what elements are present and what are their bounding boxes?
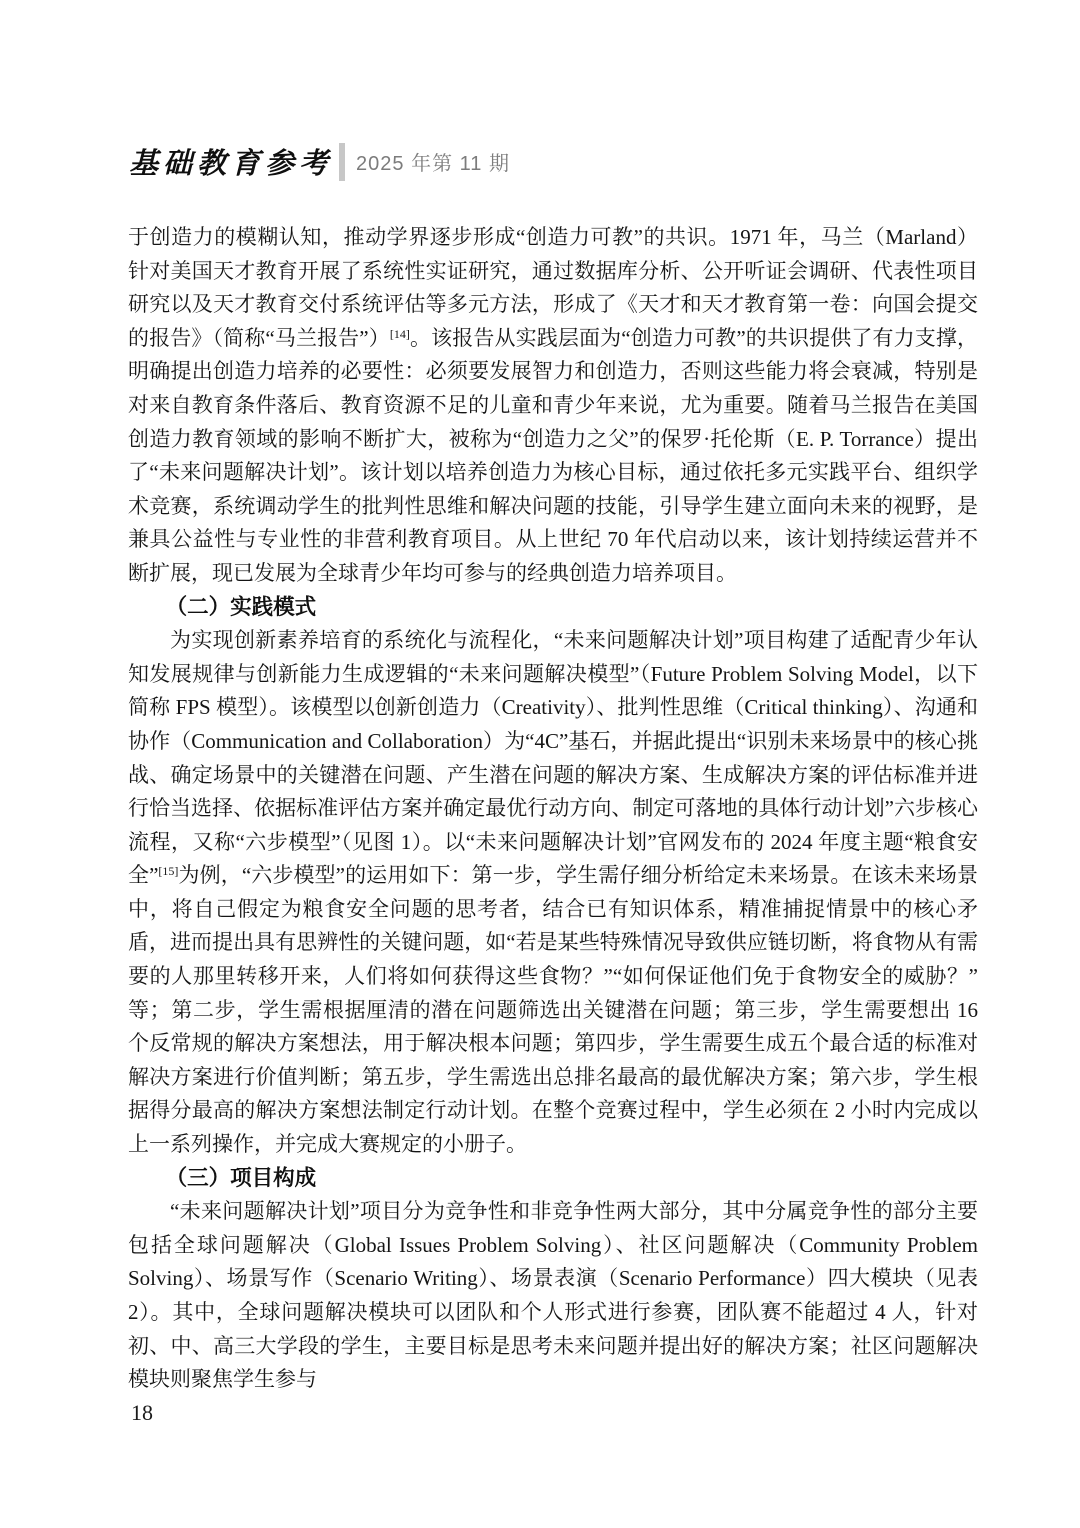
paragraph: “未来问题解决计划”项目分为竞争性和非竞争性两大部分，其中分属竞争性的部分主要包括全球问题解决（Global Issues Problem Solving）、社区问题解决（Community Problem Solving）、场景写作（Scenario Writing）、场景表演（Scenario Performance）四大模块（见表 2）。其中，全球问题解决模块可以团队和个人形式进行参赛，团队赛不能超过 4 人，针对初、中、高三大学段的学生，主要目标是思考未来问题并提出好的解决方案；社区问题解决模块则聚焦学生参与 [128,1199,978,1392]
footnote-reference: [15] [158,864,179,879]
issue-info: 2025 年第 11 期 [356,153,510,175]
footnote-reference: [14] [389,326,410,341]
section-heading: （二）实践模式 [165,594,317,619]
paragraph: 于创造力的模糊认知，推动学界逐步形成“创造力可教”的共识。1971 年，马兰（Marland）针对美国天才教育开展了系统性实证研究，通过数据库分析、公开听证会调研、代表性项目研究以及天才教育交付系统评估等多元方法，形成了《天才和天才教育第一卷：向国会提交的报告》（简称“马兰报告”）[14]。该报告从实践层面为“创造力可教”的共识提供了有力支撑，明确提出创造力培养的必要性：必须要发展智力和创造力，否则这些能力将会衰减，特别是对来自教育条件落后、教育资源不足的儿童和青少年来说，尤为重要。随着马兰报告在美国创造力教育领域的影响不断扩大，被称为“创造力之父”的保罗·托伦斯（E. P. Torrance）提出了“未来问题解决计划”。该计划以培养创造力为核心目标，通过依托多元实践平台、组织学术竞赛，系统调动学生的批判性思维和解决问题的技能，引导学生建立面向未来的视野，是兼具公益性与专业性的非营利教育项目。从上世纪 70 年代启动以来，该计划持续运营并不断扩展，现已发展为全球青少年均可参与的经典创造力培养项目。 [128,225,979,585]
section-heading: （三）项目构成 [165,1165,317,1190]
page-header [129,141,510,182]
paragraph: 为实现创新素养培育的系统化与流程化，“未来问题解决计划”项目构建了适配青少年认知发展规律与创新能力生成逻辑的“未来问题解决模型”（Future Problem Solving Model，以下简称 FPS 模型）。该模型以创新创造力（Creativity）、批判性思维（Critical thinking）、沟通和协作（Communication and Collaboration）为“4C”基石，并据此提出“识别未来场景中的核心挑战、确定场景中的关键潜在问题、产生潜在问题的解决方案、生成解决方案的评估标准并进行恰当选择、依据标准评估方案并确定最优行动方向、制定可落地的具体行动计划”六步核心流程，又称“六步模型”（见图 1）。以“未来问题解决计划”官网发布的 2024 年度主题“粮食安全”[15]为例，“六步模型”的运用如下：第一步，学生需仔细分析给定未来场景。在该未来场景中，将自己假定为粮食安全问题的思考者，结合已有知识体系，精准捕捉情景中的核心矛盾，进而提出具有思辨性的关键问题，如“若是某些特殊情况导致供应链切断，将食物从有需要的人那里转移开来，人们将如何获得这些食物？”“如何保证他们免于食物安全的威胁？”等；第二步，学生需根据厘清的潜在问题筛选出关键潜在问题；第三步，学生需要想出 16 个反常规的解决方案想法，用于解决根本问题；第四步，学生需要生成五个最合适的标准对解决方案进行价值判断；第五步，学生需选出总排名最高的最优解决方案；第六步，学生根据得分最高的解决方案想法制定行动计划。在整个竞赛过程中，学生必须在 2 小时内完成以上一系列操作，并完成大赛规定的小册子。 [128,628,978,1157]
page-footer [131,1400,153,1426]
journal-title: 基础教育参考 [129,146,334,180]
header-divider-bar [339,143,345,181]
article-body [128,221,978,1397]
page-number: 18 [131,1400,153,1425]
